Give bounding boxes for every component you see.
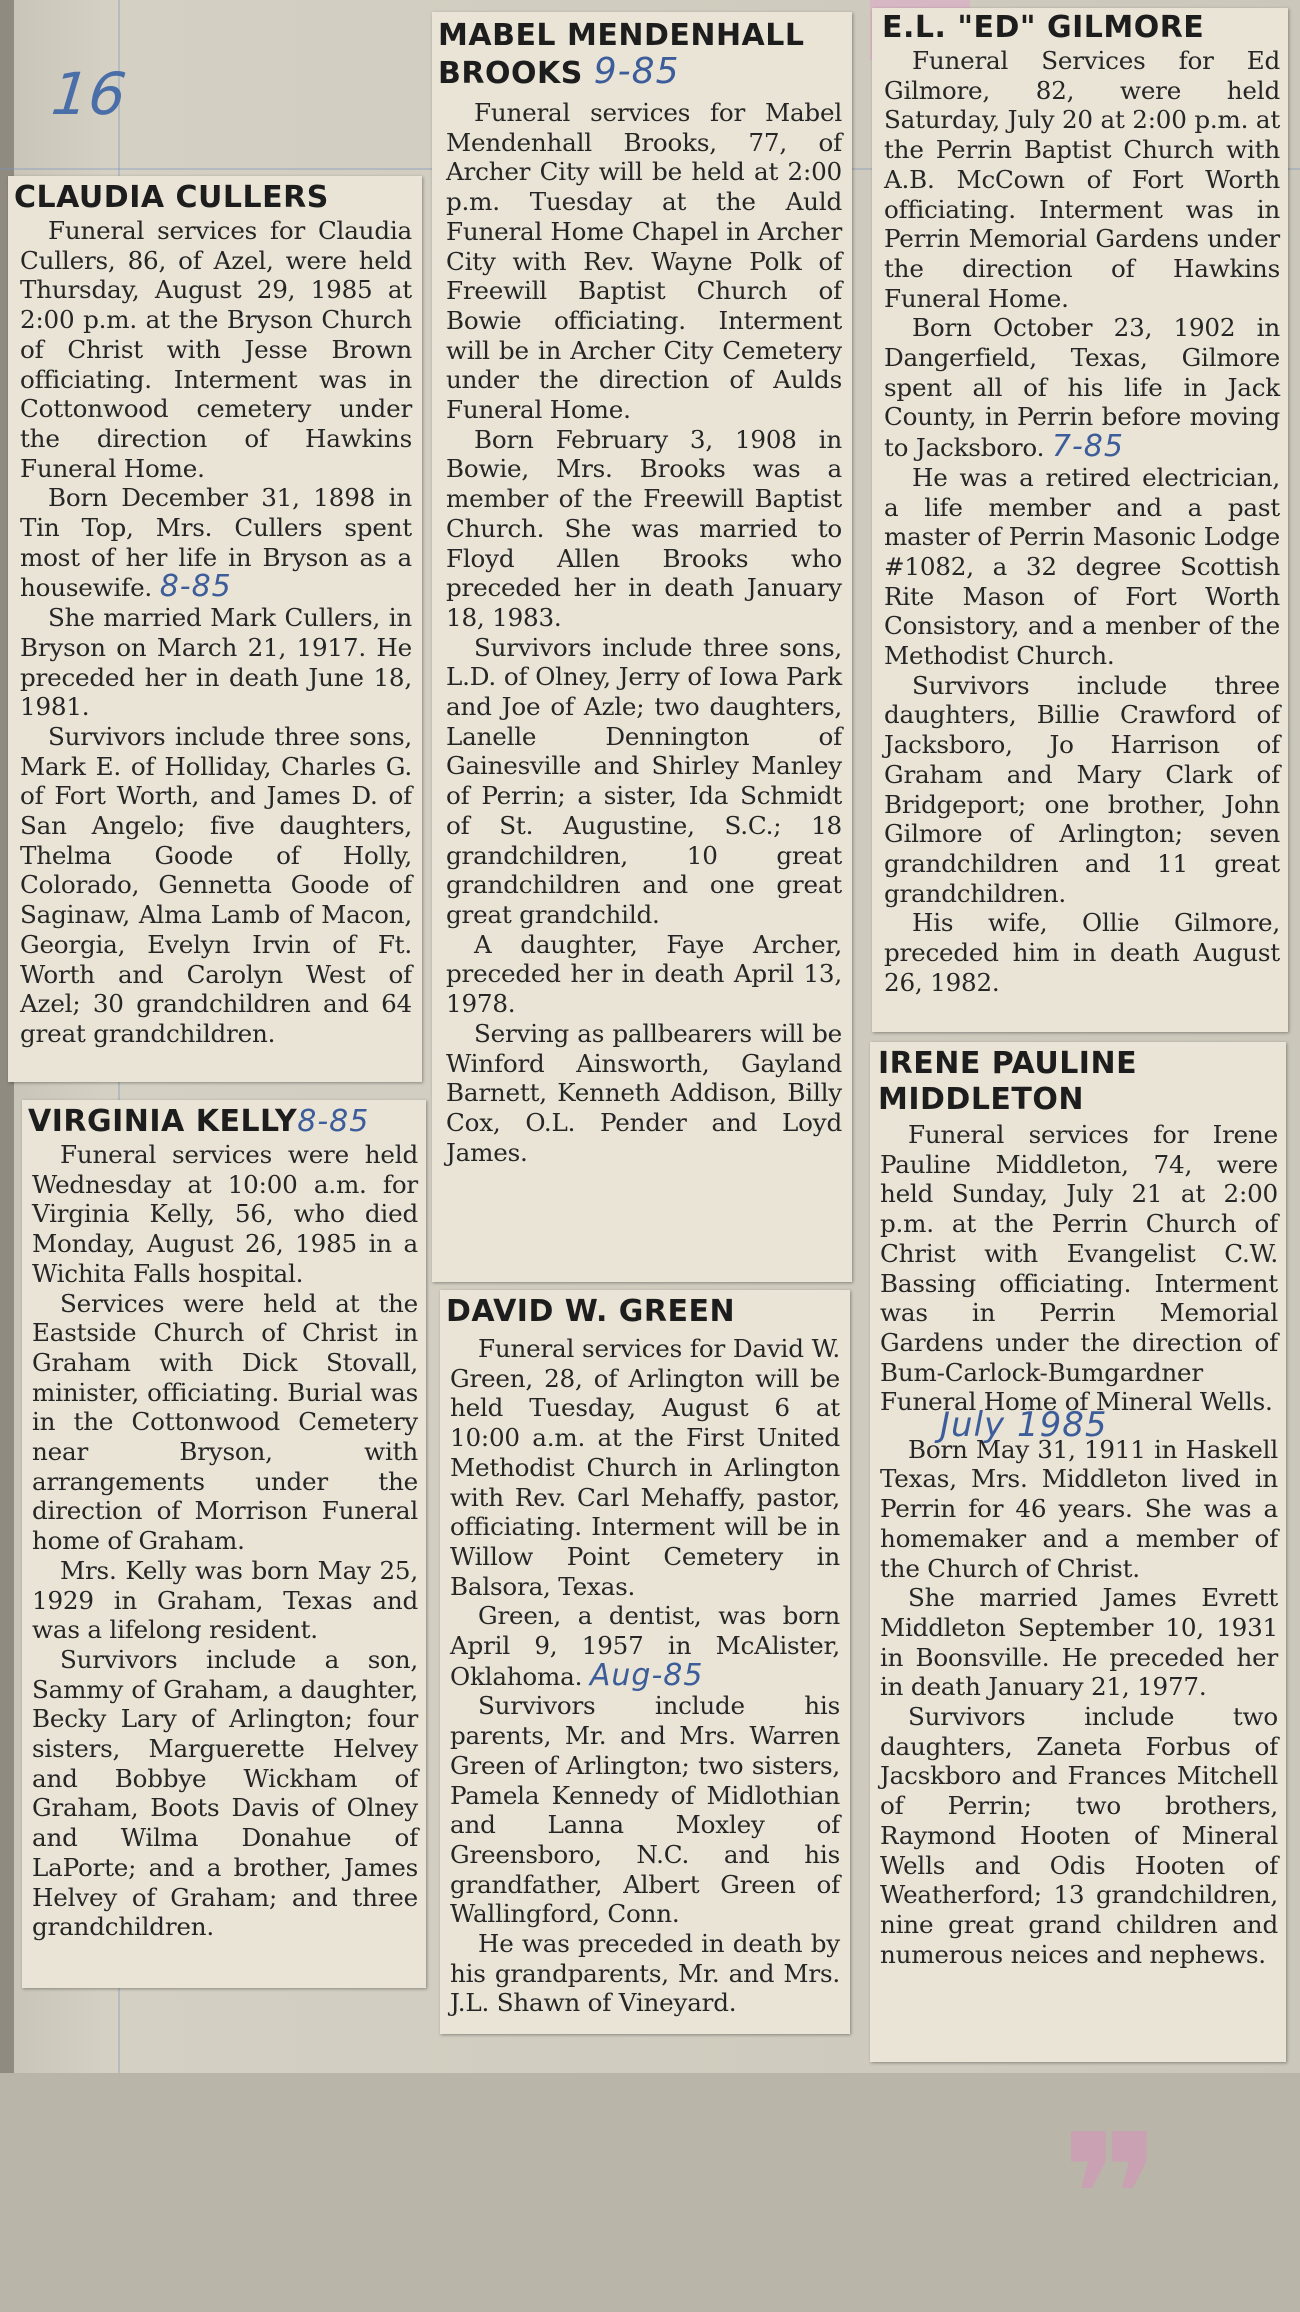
obituary-claudia-cullers: [8, 176, 422, 1082]
obituary-paragraph: Survivors include three sons, Mark E. of Holliday, Charles G. of Fort Worth, and James D. of San Angelo; five daughters, Thelma Goode of Holly, Colorado, Gennetta Goode of Saginaw, Alma Lamb of Macon, Georgia, Evelyn Irvin of Ft. Worth and Carolyn West of Azel; 30 grandchildren and 64 great grandchildren.: [20, 721, 412, 1048]
obituary-mabel-mendenhall-brooks: [432, 12, 852, 1282]
obituary-paragraph: Survivors include two daughters, Zaneta Forbus of Jacskboro and Frances Mitchell of Perrin; two brothers, Raymond Hooten of Mineral Wells and Odis Hooten of Weatherford; 13 grandchildren, nine great grand children and numerous neices and nephews.: [880, 1702, 1278, 1969]
obituary-paragraph: She married Mark Cullers, in Bryson on March 21, 1917. He preceded her in death June 18, 1981.: [20, 603, 412, 722]
obituary-paragraph: Born December 31, 1898 in Tin Top, Mrs. Cullers spent most of her life in Bryson as a housewife. 8-85: [20, 483, 412, 605]
obituary-ed-gilmore: [872, 8, 1288, 1032]
obituary-paragraph: Funeral services for Claudia Cullers, 86, of Azel, were held Thursday, August 29, 1985 at 2:00 p.m. at the Bryson Church of Christ with Jesse Brown officiating. Interment was in Cottonwood cemetery under the direction of Hawkins Funeral Home.: [20, 216, 412, 483]
obituary-paragraph: Survivors include his parents, Mr. and Mrs. Warren Green of Arlington; two sisters, Pamela Kennedy of Midlothian and Lanna Moxley of Greensboro, N.C. and his grandfather, Albert Green of Wallingford, Conn.: [450, 1691, 840, 1929]
handwritten-date: 8-85: [159, 569, 232, 605]
obituary-title: MABEL MENDENHALL: [438, 18, 805, 53]
obituary-paragraph: Born May 31, 1911 in Haskell Texas, Mrs. Middleton lived in Perrin for 46 years. She was a homemaker and a member of the Church of Christ.: [880, 1434, 1278, 1583]
obituary-title: MIDDLETON: [878, 1082, 1085, 1117]
obituary-david-w-green: [440, 1290, 850, 2034]
obituary-title: E.L. "ED" GILMORE: [882, 10, 1205, 45]
obituary-virginia-kelly: [22, 1100, 426, 1988]
obituary-paragraph: He was preceded in death by his grandparents, Mr. and Mrs. J.L. Shawn of Vineyard.: [450, 1929, 840, 2018]
obituary-paragraph: Born October 23, 1902 in Dangerfield, Texas, Gilmore spent all of his life in Jack County, in Perrin before moving to Jacksboro. 7-85: [884, 313, 1280, 465]
handwritten-date: July 1985: [940, 1405, 1108, 1446]
obituary-paragraph: A daughter, Faye Archer, preceded her in death April 13, 1978.: [446, 929, 842, 1019]
obituary-title: IRENE PAULINE: [878, 1046, 1138, 1081]
obituary-paragraph: Funeral services for Mabel Mendenhall Brooks, 77, of Archer City will be held at 2:00 p.m. Tuesday at the Auld Funeral Home Chapel in Archer City with Rev. Wayne Polk of Freewill Baptist Church of Bowie officiating. Interment will be in Archer City Cemetery under the direction of Aulds Funeral Home.: [446, 98, 842, 425]
obituary-paragraph: Survivors include three sons, L.D. of Olney, Jerry of Iowa Park and Joe of Azle; two daughters, Lanelle Dennington of Gainesville and Shirley Manley of Perrin; a sister, Ida Schmidt of St. Augustine, S.C.; 18 grandchildren, 10 great grandchildren and one great great grandchild.: [446, 632, 842, 929]
obituary-paragraph: He was a retired electrician, a life member and a past master of Perrin Masonic Lodge #1082, a 32 degree Scottish Rite Mason of Fort Worth Consistory, and a menber of the Methodist Church.: [884, 462, 1280, 671]
obituary-paragraph: She married James Evrett Middleton September 10, 1931 in Boonsville. He preceded her in death January 21, 1977.: [880, 1583, 1278, 1702]
obituary-paragraph: Born February 3, 1908 in Bowie, Mrs. Brooks was a member of the Freewill Baptist Church. She was married to Floyd Allen Brooks who preceded her in death January 18, 1983.: [446, 424, 842, 632]
obituary-paragraph: Green, a dentist, was born April 9, 1957 in McAlister, Oklahoma. Aug-85: [450, 1601, 840, 1693]
handwritten-date: 7-85: [1051, 429, 1124, 465]
obituary-paragraph: Survivors include a son, Sammy of Graham, a daughter, Becky Lary of Arlington; four sisters, Marguerette Helvey and Bobbye Wickham of Graham, Boots Davis of Olney and Wilma Donahue of LaPorte; and a brother, James Helvey of Graham; and three grandchildren.: [32, 1644, 418, 1942]
obituary-paragraph: His wife, Ollie Gilmore, preceded him in death August 26, 1982.: [884, 908, 1280, 997]
obituary-paragraph: Survivors include three daughters, Billie Crawford of Jacksboro, Jo Harrison of Graham and Mary Clark of Bridgeport; one brother, John Gilmore of Arlington; seven grandchildren and 11 great grandchildren.: [884, 670, 1280, 908]
obituary-irene-pauline-middleton: [870, 1042, 1286, 2296]
page-number: 16: [48, 60, 130, 128]
obituary-paragraph: Mrs. Kelly was born May 25, 1929 in Graham, Texas and was a lifelong resident.: [32, 1555, 418, 1645]
obituary-title: BROOKS 9-85: [438, 51, 680, 92]
obituary-paragraph: Funeral Services for Ed Gilmore, 82, were held Saturday, July 20 at 2:00 p.m. at the Perrin Baptist Church with A.B. McCown of Fort Worth officiating. Interment was in Perrin Memorial Gardens under the direction of Hawkins Funeral Home.: [884, 46, 1280, 313]
obituary-title: DAVID W. GREEN: [446, 1294, 736, 1329]
obituary-paragraph: Funeral services were held Wednesday at 10:00 a.m. for Virginia Kelly, 56, who died Monday, August 26, 1985 in a Wichita Falls hospital.: [32, 1140, 418, 1288]
obituary-paragraph: Serving as pallbearers will be Winford Ainsworth, Gayland Barnett, Kenneth Addison, Billy Cox, O.L. Pender and Loyd James.: [446, 1018, 842, 1167]
pink-stamp: ❞: [1061, 2098, 1161, 2296]
obituary-title: CLAUDIA CULLERS: [14, 180, 329, 215]
handwritten-date: 8-85: [297, 1104, 370, 1139]
obituary-paragraph: Services were held at the Eastside Church of Christ in Graham with Dick Stovall, minister, officiating. Burial was in the Cottonwood Cemetery near Bryson, with arrangements under the direction of Morrison Funeral home of Graham.: [32, 1288, 418, 1556]
obituary-paragraph: Funeral services for David W. Green, 28, of Arlington will be held Tuesday, August 6 at 10:00 a.m. at the First United Methodist Church in Arlington with Rev. Carl Mehaffy, pastor, officiating. Interment will be in Willow Point Cemetery in Balsora, Texas.: [450, 1334, 840, 1601]
handwritten-date: 9-85: [593, 51, 680, 92]
obituary-title: VIRGINIA KELLY8-85: [28, 1104, 370, 1139]
handwritten-date: Aug-85: [589, 1657, 704, 1693]
obituary-paragraph: Funeral services for Irene Pauline Middleton, 74, were held Sunday, July 21 at 2:00 p.m. at the Perrin Church of Christ with Evangelist C.W. Bassing officiating. Interment was in Perrin Memorial Gardens under the direction of Bum-Carlock-Bumgardner Funeral Home of Mineral Wells.: [880, 1120, 1278, 1417]
